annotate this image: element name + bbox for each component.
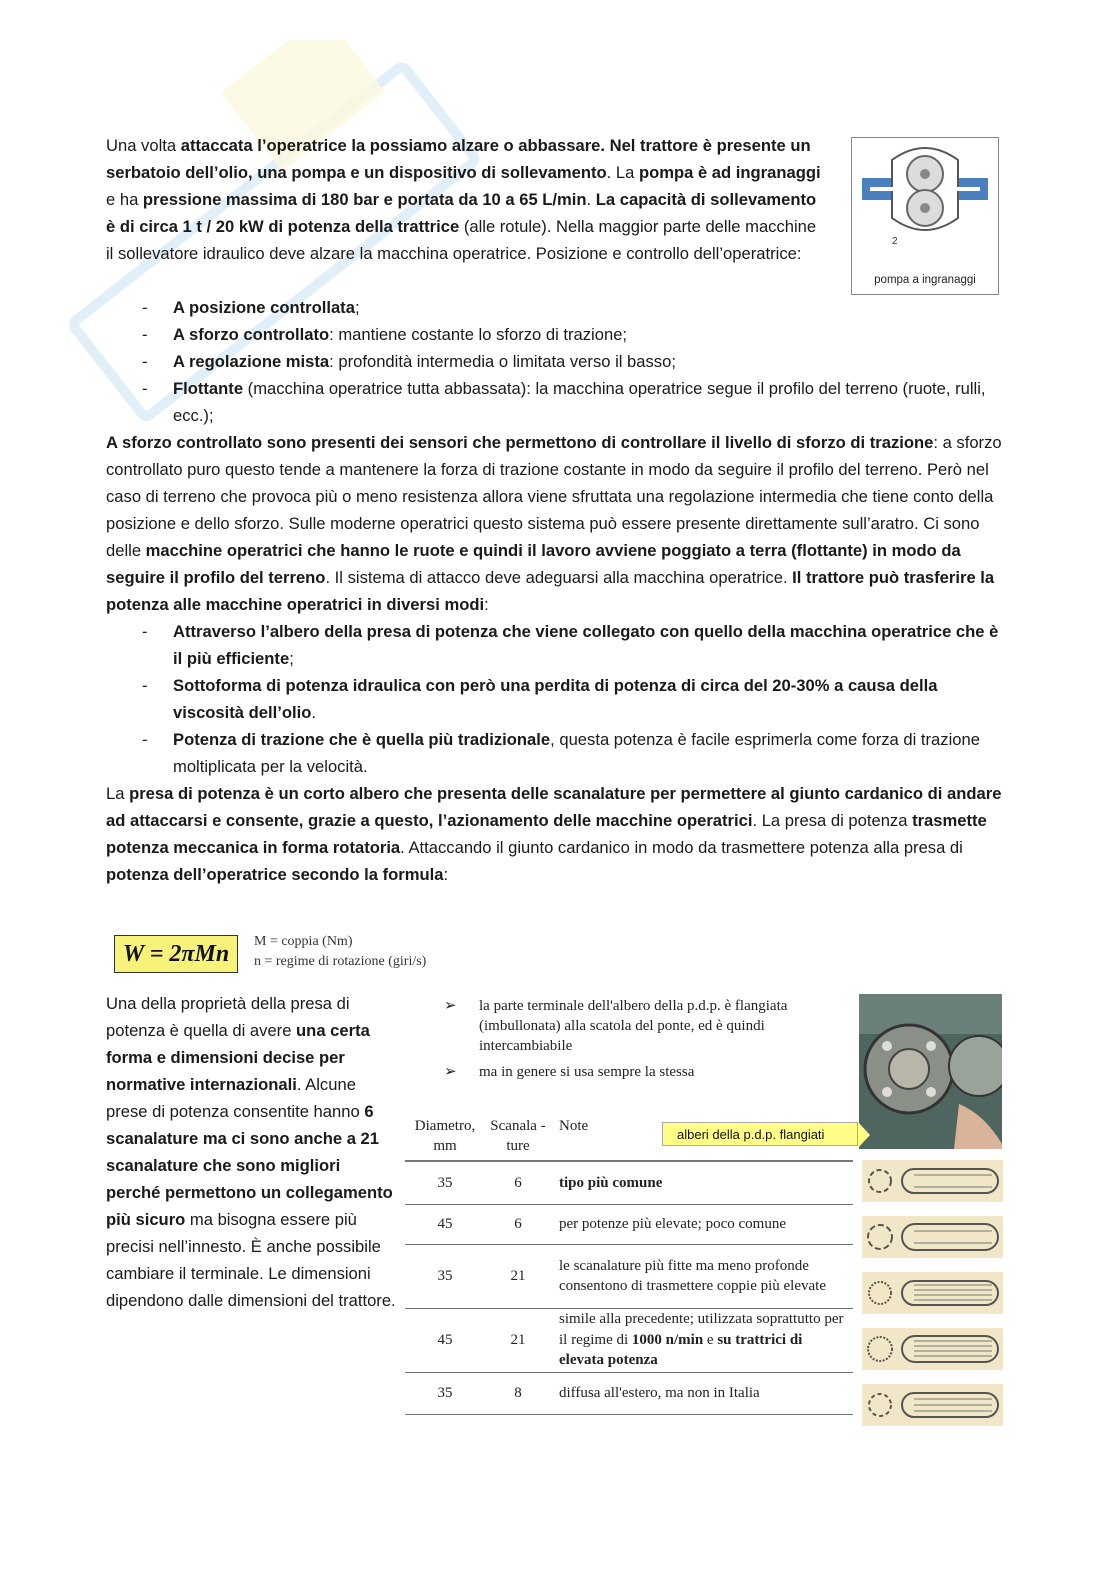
figure-bullet: ➢ la parte terminale dell'albero della p.d.p. è flangiata (imbullonata) alla scatola del ponte, ed è quindi intercambiabile <box>444 998 788 1054</box>
gear-pump-figure <box>851 137 999 295</box>
gear-pump-diagram <box>852 138 998 263</box>
table-row: 45 21 simile alla precedente; utilizzata soprattutto per il regime di 1000 n/min e su trattrici di elevata potenza <box>405 1308 853 1372</box>
pump-caption: pompa a ingranaggi <box>874 274 976 286</box>
list-item: - A regolazione mista: profondità intermedia o limitata verso il basso; <box>142 352 676 371</box>
pto-paragraph: La presa di potenza è un corto albero che presenta delle scanalature per permettere al giunto cardanico di andare ad attaccarsi e consente, grazie a questo, l’azionamento delle macchine operatrici. La presa di potenza trasmette potenza meccanica in forma rotatoria. Attaccando il giunto cardanico in modo da trasmettere potenza alla presa di potenza dell’operatrice secondo la formula: <box>106 784 1002 884</box>
pump-number: 2 <box>892 236 898 247</box>
intro-paragraph <box>106 132 826 267</box>
pto-standards-paragraph: Una della proprietà della presa di potenza è quella di avere una certa forma e dimensioni decise per normative internazionali. Alcune prese di potenza consentite hanno 6 scanalature ma ci sono anche a 21 scanalature che sono migliori perché permettono un collegamento più sicuro ma bisogna essere più precisi nell’innesto. È anche possibile cambiare il terminale. Le dimensioni dipendono dalle dimensioni del trattore. <box>106 994 396 1310</box>
spline-illustrations <box>862 1160 1003 1440</box>
figure-bullet: ➢ ma in genere si usa sempre la stessa <box>444 1064 695 1080</box>
spline-21-large-icon <box>862 1328 1003 1370</box>
lifting-paragraph: Una volta attaccata l’operatrice la possiamo alzare o abbassare. Nel trattore è presente un serbatoio dell’olio, una pompa e un dispositivo di sollevamento. La pompa è ad ingranaggi e ha pressione massima di 180 bar e portata da 10 a 65 L/min. La capacità di sollevamento è di circa 1 t / 20 kW di potenza della trattrice (alle rotule). Nella maggior parte delle macchine il sollevatore idraulico deve alzare la macchina operatrice. Posizione e controllo dell’operatrice: <box>106 136 821 263</box>
flanged-shaft-photo <box>859 994 1002 1149</box>
table-header-row <box>405 1116 853 1161</box>
list-item: - Sottoforma di potenza idraulica con però una perdita di potenza di circa del 20-30% a causa della viscosità dell’olio. <box>142 676 938 722</box>
table-row: 35 6 tipo più comune <box>405 1161 853 1204</box>
flange-label-arrow <box>858 1122 870 1148</box>
spline-21-icon <box>862 1272 1003 1314</box>
flange-label: alberi della p.d.p. flangiati <box>662 1122 858 1146</box>
header-splines: Scanala -ture <box>485 1116 551 1161</box>
figure-bullets <box>444 996 849 1088</box>
control-section <box>106 294 1006 888</box>
table-row: 45 6 per potenze più elevate; poco comune <box>405 1204 853 1244</box>
list-item: - Flottante (macchina operatrice tutta abbassata): la macchina operatrice segue il profilo del terreno (ruote, rulli, ecc.); <box>142 379 986 425</box>
list-item: - A posizione controllata; <box>142 298 360 317</box>
draft-control-paragraph: A sforzo controllato sono presenti dei sensori che permettono di controllare il livello di sforzo di trazione: a sforzo controllato puro questo tende a mantenere la forza di trazione costante in modo da seguire il profilo del terreno. Però nel caso di terreno che provoca più o meno resistenza allora viene sfruttata una regolazione intermedia che tiene conto della posizione e dello sforzo. Sulle moderne operatrici questo sistema può essere presente direttamente sull’aratro. Ci sono delle macchine operatrici che hanno le ruote e quindi il lavoro avviene poggiato a terra (flottante) in modo da seguire il profilo del terreno. Il sistema di attacco deve adeguarsi alla macchina operatrice. Il trattore può trasferire la potenza alle macchine operatrici in diversi modi: <box>106 433 1002 614</box>
list-item: - Attraverso l’albero della presa di potenza che viene collegato con quello della macchina operatrice che è il più efficiente; <box>142 622 999 668</box>
table-row: 35 8 diffusa all'estero, ma non in Italia <box>405 1372 853 1414</box>
header-diameter: Diametro, mm <box>405 1116 485 1161</box>
formula-legend <box>254 932 426 972</box>
spline-spec-table <box>405 1116 853 1415</box>
header-notes: Note <box>551 1116 853 1161</box>
legend-speed: n = regime di rotazione (giri/s) <box>254 954 427 969</box>
list-item: - A sforzo controllato: mantiene costante lo sforzo di trazione; <box>142 325 628 344</box>
legend-torque: M = coppia (Nm) <box>254 934 353 949</box>
list-item: - Potenza di trazione che è quella più tradizionale, questa potenza è facile esprimerla come forza di trazione moltiplicata per la velocità. <box>142 730 980 776</box>
power-formula: W = 2πMn <box>114 935 238 973</box>
table-row: 35 21 le scanalature più fitte ma meno profonde consentono di trasmettere coppie più elevate <box>405 1244 853 1308</box>
spline-8-icon <box>862 1384 1003 1426</box>
spline-6-large-icon <box>862 1216 1003 1258</box>
spline-6-icon <box>862 1160 1003 1202</box>
